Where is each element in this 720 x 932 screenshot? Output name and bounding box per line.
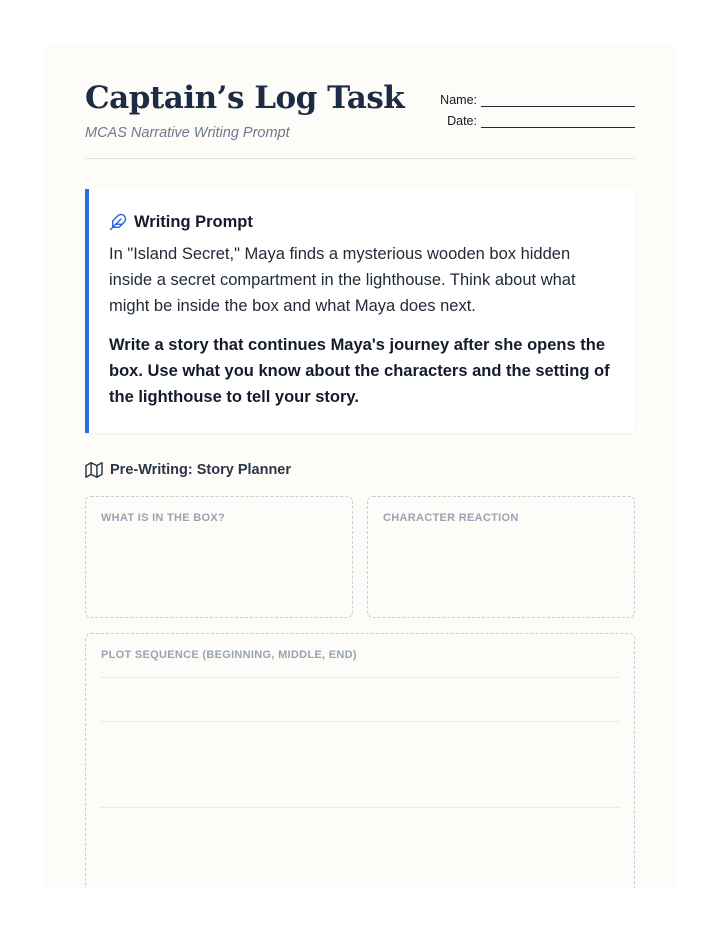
character-reaction-label: CHARACTER REACTION	[383, 512, 519, 524]
date-field-row	[440, 107, 635, 128]
page-title: Captain’s Log Task	[85, 80, 405, 116]
feather-icon	[109, 213, 127, 231]
writing-line	[100, 721, 620, 722]
name-field-row	[440, 86, 635, 107]
prompt-text: In "Island Secret," Maya finds a mysterious wooden box hidden inside a secret compartment in the lighthouse. Think about what might be inside the box and what Maya does next.	[109, 245, 576, 315]
character-reaction-area[interactable]	[367, 496, 635, 618]
header-divider	[85, 158, 635, 159]
student-fields	[440, 86, 635, 128]
page-subtitle: MCAS Narrative Writing Prompt	[85, 125, 290, 141]
name-field[interactable]	[481, 92, 635, 107]
prompt-heading	[109, 211, 611, 233]
box-contents-label: WHAT IS IN THE BOX?	[101, 512, 226, 524]
date-field[interactable]	[481, 113, 635, 128]
name-label: Name:	[440, 93, 477, 107]
worksheet-header	[85, 80, 635, 160]
writing-line	[100, 807, 620, 808]
writing-prompt-card	[85, 189, 635, 433]
date-label: Date:	[447, 114, 477, 128]
prompt-title: Writing Prompt	[134, 212, 253, 231]
writing-line	[100, 677, 620, 678]
planner-title: Pre-Writing: Story Planner	[110, 462, 292, 478]
plot-sequence-area[interactable]	[85, 633, 635, 888]
planner-heading	[85, 460, 291, 480]
box-contents-area[interactable]	[85, 496, 353, 618]
map-icon	[85, 462, 103, 478]
prompt-instruction: Write a story that continues Maya's journey after she opens the box. Use what you know about the characters and the setting of the lighthouse to tell your story.	[109, 336, 610, 406]
plot-sequence-label: PLOT SEQUENCE (BEGINNING, MIDDLE, END)	[101, 649, 357, 661]
worksheet-page	[44, 44, 676, 888]
